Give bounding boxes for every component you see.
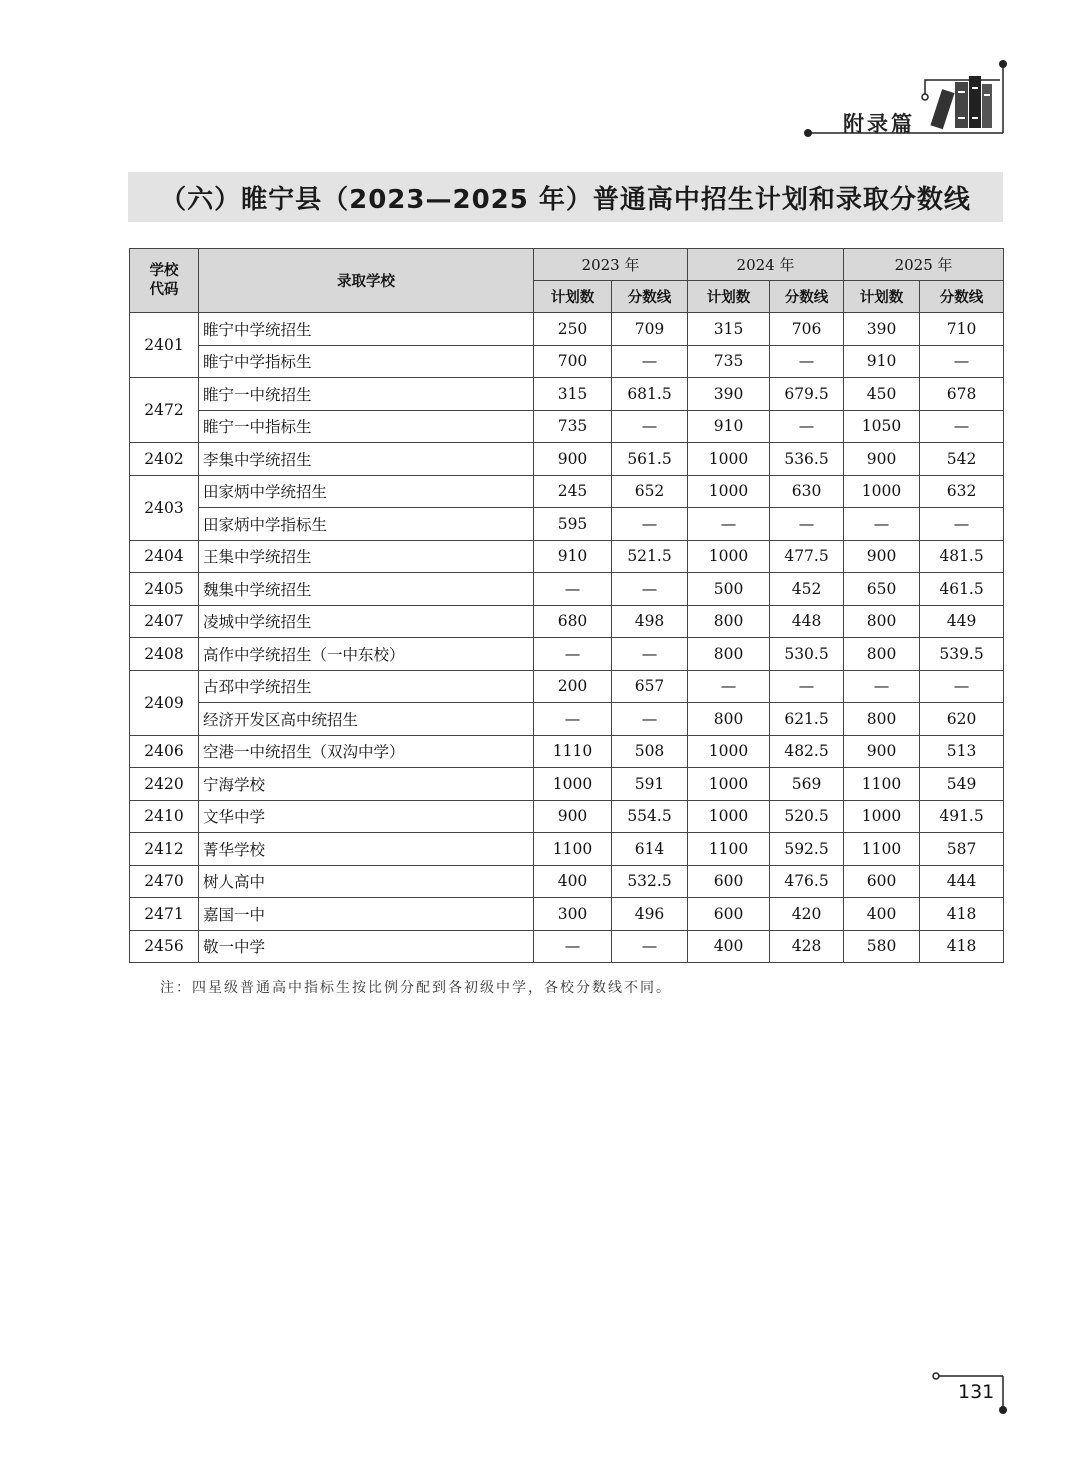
plan-count-cell: 600 bbox=[844, 865, 920, 898]
table-row bbox=[130, 865, 1004, 898]
sub-header-score: 分数线 bbox=[612, 281, 688, 313]
plan-count-cell: — bbox=[844, 508, 920, 541]
plan-count-cell: 800 bbox=[844, 638, 920, 671]
page-number: 131 bbox=[958, 1381, 995, 1403]
school-name-cell: 嘉国一中 bbox=[199, 898, 534, 931]
footer-dot-hollow bbox=[933, 1373, 939, 1379]
score-line-cell: — bbox=[612, 573, 688, 606]
school-name-cell: 睢宁中学统招生 bbox=[199, 313, 534, 346]
plan-count-cell: 1000 bbox=[688, 475, 770, 508]
plan-count-cell: 650 bbox=[844, 573, 920, 606]
plan-count-cell: 400 bbox=[534, 865, 612, 898]
plan-count-cell: 1000 bbox=[688, 800, 770, 833]
school-code-cell: 2405 bbox=[130, 573, 199, 606]
books-icon bbox=[930, 76, 992, 129]
school-code-cell: 2471 bbox=[130, 898, 199, 931]
plan-count-cell: 1100 bbox=[844, 768, 920, 801]
school-code-cell: 2402 bbox=[130, 443, 199, 476]
table-row bbox=[130, 703, 1004, 736]
score-line-cell: 539.5 bbox=[920, 638, 1004, 671]
plan-count-cell: — bbox=[534, 930, 612, 963]
score-line-cell: — bbox=[612, 638, 688, 671]
school-name-cell: 睢宁中学指标生 bbox=[199, 345, 534, 378]
plan-count-cell: 250 bbox=[534, 313, 612, 346]
score-line-cell: — bbox=[612, 508, 688, 541]
plan-count-cell: 1000 bbox=[688, 768, 770, 801]
score-line-cell: — bbox=[612, 930, 688, 963]
school-name-cell: 古邳中学统招生 bbox=[199, 670, 534, 703]
table-body bbox=[130, 313, 1004, 963]
plan-count-cell: 390 bbox=[688, 378, 770, 411]
score-line-cell: 620 bbox=[920, 703, 1004, 736]
school-name-cell: 菁华学校 bbox=[199, 833, 534, 866]
plan-count-cell: 1000 bbox=[844, 800, 920, 833]
score-line-cell: 477.5 bbox=[770, 540, 844, 573]
plan-count-cell: 910 bbox=[844, 345, 920, 378]
school-name-cell: 空港一中统招生（双沟中学） bbox=[199, 735, 534, 768]
table-row bbox=[130, 508, 1004, 541]
score-line-cell: 536.5 bbox=[770, 443, 844, 476]
score-line-cell: — bbox=[920, 670, 1004, 703]
plan-count-cell: 595 bbox=[534, 508, 612, 541]
table-row bbox=[130, 735, 1004, 768]
sub-header-plan: 计划数 bbox=[844, 281, 920, 313]
score-line-cell: 498 bbox=[612, 605, 688, 638]
table-row bbox=[130, 638, 1004, 671]
plan-count-cell: 800 bbox=[688, 703, 770, 736]
table-row bbox=[130, 898, 1004, 931]
plan-count-cell: 800 bbox=[688, 605, 770, 638]
score-line-cell: 496 bbox=[612, 898, 688, 931]
school-code-cell: 2412 bbox=[130, 833, 199, 866]
score-line-cell: 418 bbox=[920, 898, 1004, 931]
score-line-cell: — bbox=[770, 345, 844, 378]
score-line-cell: 706 bbox=[770, 313, 844, 346]
school-code-cell: 2470 bbox=[130, 865, 199, 898]
school-name-cell: 田家炳中学统招生 bbox=[199, 475, 534, 508]
school-name-cell: 树人高中 bbox=[199, 865, 534, 898]
plan-count-cell: 1100 bbox=[688, 833, 770, 866]
year-header: 2024 年 bbox=[688, 249, 844, 281]
score-line-cell: 657 bbox=[612, 670, 688, 703]
ornament-dot-hollow bbox=[922, 94, 928, 100]
school-code-cell: 2408 bbox=[130, 638, 199, 671]
table-row bbox=[130, 345, 1004, 378]
plan-count-cell: 315 bbox=[688, 313, 770, 346]
school-code-cell: 2403 bbox=[130, 475, 199, 540]
sub-header-plan: 计划数 bbox=[688, 281, 770, 313]
col-header-school: 录取学校 bbox=[199, 249, 534, 313]
school-code-cell: 2456 bbox=[130, 930, 199, 963]
score-line-cell: 513 bbox=[920, 735, 1004, 768]
ornament-dot-left bbox=[804, 129, 812, 137]
score-line-cell: 621.5 bbox=[770, 703, 844, 736]
header-row-years bbox=[130, 249, 1004, 281]
plan-count-cell: 390 bbox=[844, 313, 920, 346]
school-name-cell: 李集中学统招生 bbox=[199, 443, 534, 476]
score-line-cell: — bbox=[612, 345, 688, 378]
plan-count-cell: 1100 bbox=[844, 833, 920, 866]
plan-count-cell: 1000 bbox=[844, 475, 920, 508]
table-row bbox=[130, 833, 1004, 866]
score-line-cell: 591 bbox=[612, 768, 688, 801]
table-row bbox=[130, 800, 1004, 833]
plan-count-cell: — bbox=[688, 508, 770, 541]
table-row bbox=[130, 443, 1004, 476]
plan-count-cell: 900 bbox=[844, 540, 920, 573]
school-name-cell: 敬一中学 bbox=[199, 930, 534, 963]
plan-count-cell: 400 bbox=[688, 930, 770, 963]
score-line-cell: 481.5 bbox=[920, 540, 1004, 573]
plan-count-cell: 315 bbox=[534, 378, 612, 411]
plan-count-cell: 900 bbox=[844, 735, 920, 768]
plan-count-cell: 900 bbox=[534, 443, 612, 476]
school-name-cell: 凌城中学统招生 bbox=[199, 605, 534, 638]
score-line-cell: 520.5 bbox=[770, 800, 844, 833]
score-line-cell: 554.5 bbox=[612, 800, 688, 833]
sub-header-score: 分数线 bbox=[770, 281, 844, 313]
score-line-cell: 709 bbox=[612, 313, 688, 346]
plan-count-cell: 700 bbox=[534, 345, 612, 378]
plan-count-cell: — bbox=[844, 670, 920, 703]
table-row bbox=[130, 475, 1004, 508]
score-line-cell: 542 bbox=[920, 443, 1004, 476]
plan-count-cell: 900 bbox=[844, 443, 920, 476]
plan-count-cell: 1000 bbox=[534, 768, 612, 801]
plan-count-cell: 910 bbox=[688, 410, 770, 443]
score-line-cell: 587 bbox=[920, 833, 1004, 866]
score-line-cell: 449 bbox=[920, 605, 1004, 638]
plan-count-cell: 580 bbox=[844, 930, 920, 963]
score-line-cell: 476.5 bbox=[770, 865, 844, 898]
score-line-cell: 632 bbox=[920, 475, 1004, 508]
score-line-cell: 592.5 bbox=[770, 833, 844, 866]
sub-header-plan: 计划数 bbox=[534, 281, 612, 313]
plan-count-cell: 500 bbox=[688, 573, 770, 606]
score-line-cell: 630 bbox=[770, 475, 844, 508]
page-title: （六）睢宁县（2023—2025 年）普通高中招生计划和录取分数线 bbox=[160, 184, 971, 215]
score-line-cell: 508 bbox=[612, 735, 688, 768]
score-line-cell: 532.5 bbox=[612, 865, 688, 898]
plan-count-cell: 400 bbox=[844, 898, 920, 931]
score-line-cell: — bbox=[770, 670, 844, 703]
score-line-cell: 710 bbox=[920, 313, 1004, 346]
school-code-cell: 2472 bbox=[130, 378, 199, 443]
score-line-cell: 679.5 bbox=[770, 378, 844, 411]
footnote: 注：四星级普通高中指标生按比例分配到各初级中学，各校分数线不同。 bbox=[160, 980, 672, 996]
footer-dot bbox=[999, 1406, 1007, 1414]
school-name-cell: 睢宁一中指标生 bbox=[199, 410, 534, 443]
plan-count-cell: 1000 bbox=[688, 443, 770, 476]
school-code-cell: 2401 bbox=[130, 313, 199, 378]
plan-count-cell: 600 bbox=[688, 898, 770, 931]
plan-count-cell: 245 bbox=[534, 475, 612, 508]
score-line-cell: 420 bbox=[770, 898, 844, 931]
plan-count-cell: 735 bbox=[534, 410, 612, 443]
table-row bbox=[130, 605, 1004, 638]
school-name-cell: 田家炳中学指标生 bbox=[199, 508, 534, 541]
school-name-cell: 经济开发区高中统招生 bbox=[199, 703, 534, 736]
score-line-cell: — bbox=[920, 345, 1004, 378]
school-code-cell: 2407 bbox=[130, 605, 199, 638]
plan-count-cell: 800 bbox=[844, 703, 920, 736]
table-row bbox=[130, 670, 1004, 703]
score-line-cell: 569 bbox=[770, 768, 844, 801]
title-bar bbox=[128, 172, 1003, 222]
table-row bbox=[130, 573, 1004, 606]
score-line-cell: 530.5 bbox=[770, 638, 844, 671]
score-line-cell: 444 bbox=[920, 865, 1004, 898]
school-code-cell: 2420 bbox=[130, 768, 199, 801]
plan-count-cell: 1110 bbox=[534, 735, 612, 768]
score-line-cell: — bbox=[770, 508, 844, 541]
plan-count-cell: — bbox=[534, 703, 612, 736]
plan-count-cell: — bbox=[534, 573, 612, 606]
year-header: 2025 年 bbox=[844, 249, 1004, 281]
ornament-dot-top bbox=[999, 60, 1007, 68]
score-line-cell: 428 bbox=[770, 930, 844, 963]
score-line-cell: 418 bbox=[920, 930, 1004, 963]
score-line-cell: 448 bbox=[770, 605, 844, 638]
plan-count-cell: 735 bbox=[688, 345, 770, 378]
score-line-cell: 461.5 bbox=[920, 573, 1004, 606]
school-name-cell: 高作中学统招生（一中东校） bbox=[199, 638, 534, 671]
school-code-cell: 2404 bbox=[130, 540, 199, 573]
table-row bbox=[130, 540, 1004, 573]
school-name-cell: 宁海学校 bbox=[199, 768, 534, 801]
section-label: 附录篇 bbox=[843, 112, 915, 136]
school-name-cell: 睢宁一中统招生 bbox=[199, 378, 534, 411]
score-line-cell: 561.5 bbox=[612, 443, 688, 476]
table-row bbox=[130, 768, 1004, 801]
admission-table bbox=[129, 248, 1004, 963]
sub-header-score: 分数线 bbox=[920, 281, 1004, 313]
plan-count-cell: 1000 bbox=[688, 735, 770, 768]
plan-count-cell: 600 bbox=[688, 865, 770, 898]
score-line-cell: — bbox=[920, 410, 1004, 443]
plan-count-cell: — bbox=[688, 670, 770, 703]
school-name-cell: 王集中学统招生 bbox=[199, 540, 534, 573]
score-line-cell: 681.5 bbox=[612, 378, 688, 411]
score-line-cell: — bbox=[612, 703, 688, 736]
school-name-cell: 文华中学 bbox=[199, 800, 534, 833]
plan-count-cell: 800 bbox=[688, 638, 770, 671]
school-name-cell: 魏集中学统招生 bbox=[199, 573, 534, 606]
plan-count-cell: 450 bbox=[844, 378, 920, 411]
col-header-code: 学校 代码 bbox=[130, 249, 199, 313]
score-line-cell: 614 bbox=[612, 833, 688, 866]
plan-count-cell: 1100 bbox=[534, 833, 612, 866]
score-line-cell: 452 bbox=[770, 573, 844, 606]
table-row bbox=[130, 410, 1004, 443]
plan-count-cell: 1050 bbox=[844, 410, 920, 443]
plan-count-cell: 680 bbox=[534, 605, 612, 638]
score-line-cell: 678 bbox=[920, 378, 1004, 411]
year-header: 2023 年 bbox=[534, 249, 688, 281]
plan-count-cell: 900 bbox=[534, 800, 612, 833]
plan-count-cell: — bbox=[534, 638, 612, 671]
plan-count-cell: 800 bbox=[844, 605, 920, 638]
school-code-cell: 2410 bbox=[130, 800, 199, 833]
school-code-cell: 2406 bbox=[130, 735, 199, 768]
table-row bbox=[130, 313, 1004, 346]
score-line-cell: — bbox=[920, 508, 1004, 541]
score-line-cell: 521.5 bbox=[612, 540, 688, 573]
plan-count-cell: 1000 bbox=[688, 540, 770, 573]
score-line-cell: 482.5 bbox=[770, 735, 844, 768]
score-line-cell: 491.5 bbox=[920, 800, 1004, 833]
table-row bbox=[130, 930, 1004, 963]
plan-count-cell: 910 bbox=[534, 540, 612, 573]
score-line-cell: 652 bbox=[612, 475, 688, 508]
score-line-cell: 549 bbox=[920, 768, 1004, 801]
table-row bbox=[130, 378, 1004, 411]
plan-count-cell: 300 bbox=[534, 898, 612, 931]
school-code-cell: 2409 bbox=[130, 670, 199, 735]
score-line-cell: — bbox=[770, 410, 844, 443]
score-line-cell: — bbox=[612, 410, 688, 443]
plan-count-cell: 200 bbox=[534, 670, 612, 703]
